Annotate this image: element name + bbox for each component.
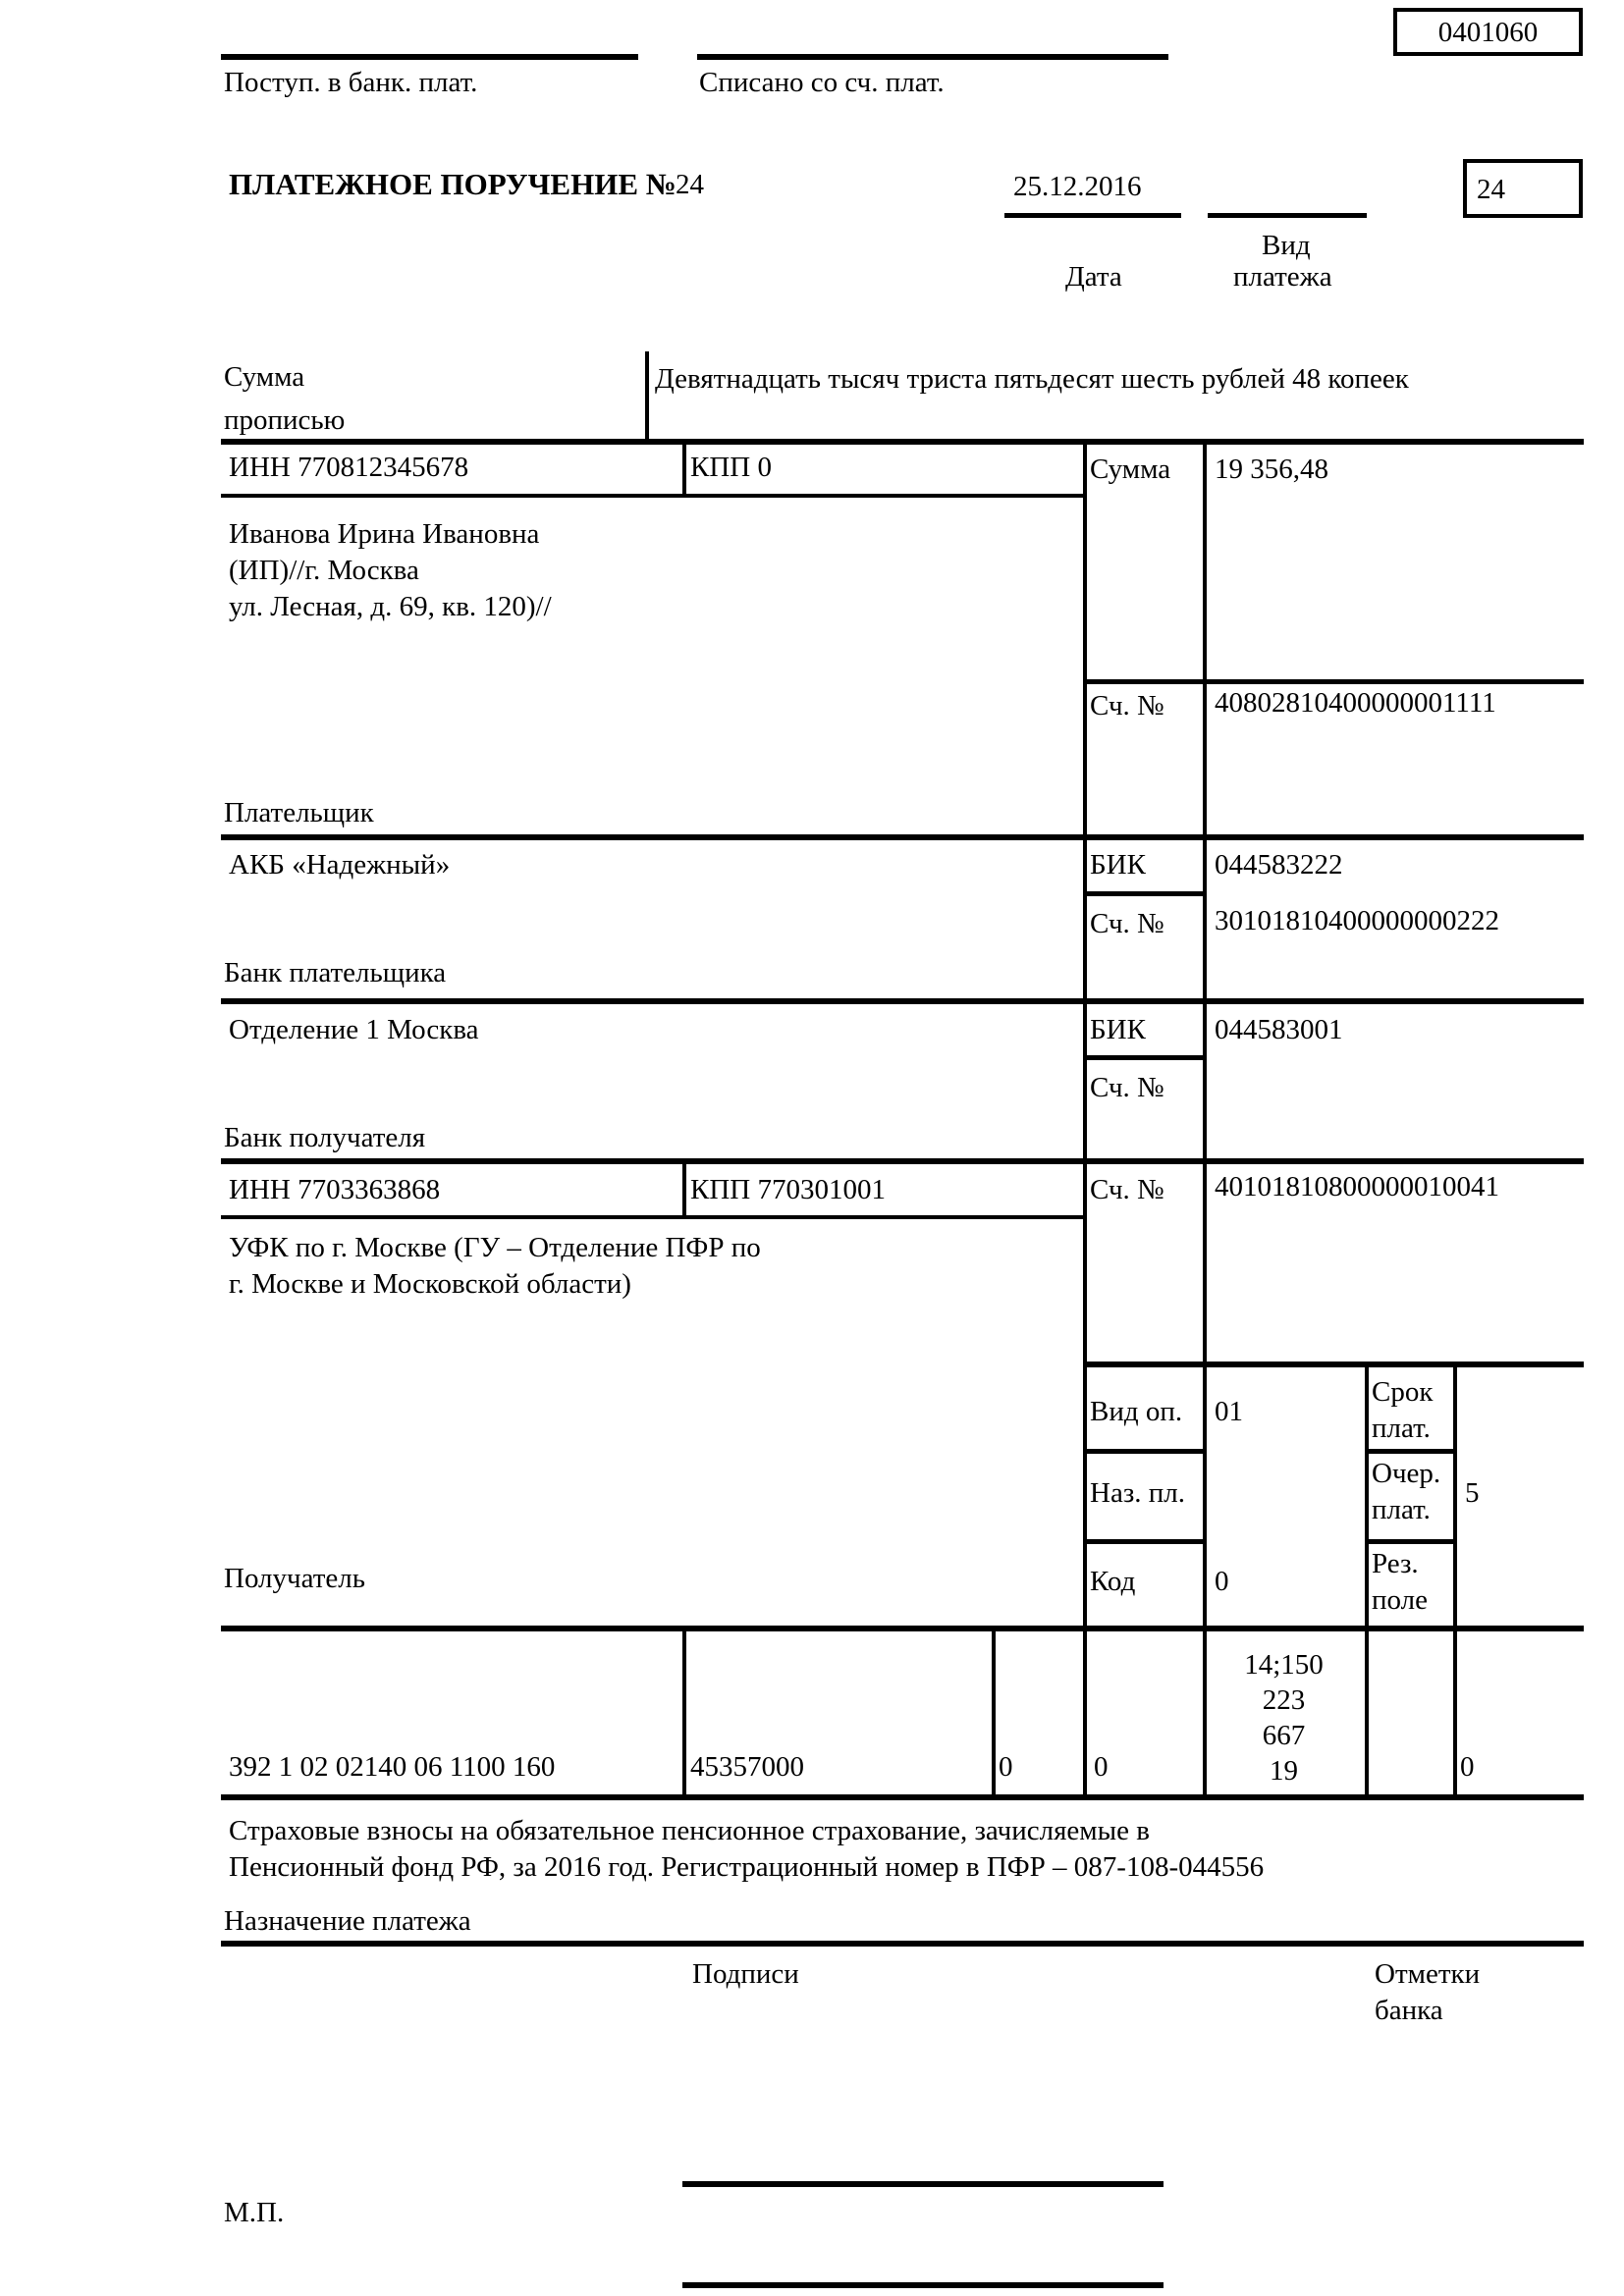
status-box-value: 24	[1477, 174, 1505, 205]
payee-account-label: Сч. №	[1090, 1174, 1164, 1205]
payee-name-line1: УФК по г. Москве (ГУ – Отделение ПФР по	[229, 1232, 761, 1263]
tax-period-value: 0	[1094, 1751, 1109, 1783]
bank-marks-label-line2: банка	[1375, 1995, 1443, 2026]
tax-row-divider-1	[682, 1631, 686, 1794]
received-in-bank-line	[221, 54, 638, 60]
payer-account-label: Сч. №	[1090, 690, 1164, 721]
operation-block-top-line	[1083, 1362, 1584, 1367]
op-type-value: 01	[1215, 1396, 1243, 1427]
bank-marks-label-line1: Отметки	[1375, 1958, 1481, 1990]
payer-account: 40802810400000001111	[1215, 687, 1496, 719]
payer-name-line2: (ИП)//г. Москва	[229, 555, 419, 586]
payer-name-line1: Иванова Ирина Ивановна	[229, 518, 540, 550]
payee-bank-section-label: Банк получателя	[224, 1122, 426, 1153]
reserve-label-line2: поле	[1372, 1584, 1428, 1616]
debited-from-account-line	[697, 54, 1168, 60]
payer-bank-bik-underline	[1083, 891, 1203, 896]
payee-kpp: КПП 770301001	[690, 1174, 886, 1205]
tax-doc-number-line3: 667	[1262, 1720, 1306, 1751]
main-column-divider	[1083, 445, 1087, 1794]
purpose-section-line	[221, 1941, 1584, 1947]
payer-inn-underline	[221, 494, 1083, 498]
payee-section-label: Получатель	[224, 1563, 365, 1594]
amount-in-words-label-line1: Сумма	[224, 361, 305, 393]
document-number: 24	[676, 169, 704, 200]
pay-term-label-line2: плат.	[1372, 1413, 1431, 1444]
payee-account: 40101810800000010041	[1215, 1171, 1499, 1202]
payee-bank-account-label: Сч. №	[1090, 1072, 1164, 1103]
payee-bank-section-line	[221, 1158, 1584, 1164]
stamp-label: М.П.	[224, 2197, 285, 2228]
tax-doc-number-line2: 223	[1262, 1684, 1306, 1716]
label-column-divider	[1203, 445, 1207, 1794]
signatures-label: Подписи	[692, 1958, 799, 1990]
tax-row-divider-2	[992, 1631, 996, 1794]
received-in-bank-label: Поступ. в банк. плат.	[224, 67, 478, 98]
purpose-code-underline	[1083, 1539, 1203, 1544]
form-code-box	[1393, 8, 1583, 56]
term-column-left-divider	[1365, 1367, 1369, 1629]
pay-term-label-line1: Срок	[1372, 1376, 1434, 1408]
tax-doc-number-line4: 19	[1270, 1755, 1298, 1787]
pay-purpose-code-label: Наз. пл.	[1090, 1477, 1186, 1509]
date-underline	[1004, 213, 1181, 218]
payee-section-line	[221, 1626, 1584, 1631]
signature-line-2	[682, 2282, 1164, 2288]
amount-words-divider	[645, 351, 649, 442]
payer-bank-section-label: Банк плательщика	[224, 957, 447, 988]
signature-line-1	[682, 2181, 1164, 2187]
payer-section-line	[221, 834, 1584, 840]
purpose-section-label: Назначение платежа	[224, 1905, 471, 1937]
payment-kind-label-line1: Вид	[1262, 230, 1311, 261]
payee-inn-kpp-divider	[682, 1164, 686, 1215]
op-type-label: Вид оп.	[1090, 1396, 1183, 1427]
tax-doc-date-value: 0	[1460, 1751, 1475, 1783]
priority-label-line2: плат.	[1372, 1494, 1431, 1525]
document-title: ПЛАТЕЖНОЕ ПОРУЧЕНИЕ №	[229, 167, 677, 201]
payment-kind-label-line2: платежа	[1233, 261, 1332, 293]
payee-inn-underline	[221, 1215, 1083, 1219]
priority-underline	[1365, 1539, 1453, 1544]
payee-name-line2: г. Москве и Московской области)	[229, 1268, 631, 1300]
priority-value: 5	[1465, 1477, 1480, 1509]
reserve-label-line1: Рез.	[1372, 1548, 1419, 1579]
form-code: 0401060	[1437, 17, 1539, 48]
payer-bank-account: 30101810400000000222	[1215, 905, 1499, 936]
table-top-line	[221, 439, 1584, 445]
status-box	[1463, 159, 1583, 218]
purpose-text-line1: Страховые взносы на обязательное пенсионное страхование, зачисляемые в	[229, 1815, 1150, 1846]
tax-row-divider-3	[1365, 1631, 1369, 1794]
term-column-right-divider	[1453, 1367, 1457, 1629]
debited-from-account-label: Списано со сч. плат.	[699, 67, 945, 98]
amount-in-words-label-line2: прописью	[224, 404, 346, 436]
payer-section-label: Плательщик	[224, 797, 374, 828]
tax-doc-number-line1: 14;150	[1244, 1649, 1324, 1681]
payer-bank-name: АКБ «Надежный»	[229, 849, 451, 881]
sum-label: Сумма	[1090, 454, 1171, 485]
oktmo-value: 45357000	[690, 1751, 804, 1783]
sum-account-divider	[1083, 679, 1584, 684]
payer-bank-section-line	[221, 998, 1584, 1004]
pay-term-underline	[1365, 1449, 1453, 1454]
op-type-underline	[1083, 1449, 1203, 1454]
payee-inn: ИНН 7703363868	[229, 1174, 441, 1205]
payer-inn-kpp-divider	[682, 445, 686, 496]
tax-row-bottom-line	[221, 1794, 1584, 1800]
payer-bank-bik: 044583222	[1215, 849, 1343, 881]
document-date: 25.12.2016	[1013, 171, 1142, 202]
code-value: 0	[1215, 1566, 1229, 1597]
payer-kpp: КПП 0	[690, 452, 772, 483]
payer-bank-account-label: Сч. №	[1090, 908, 1164, 939]
purpose-text-line2: Пенсионный фонд РФ, за 2016 год. Регистрационный номер в ПФР – 087-108-044556	[229, 1851, 1265, 1883]
payee-bank-bik-underline	[1083, 1055, 1203, 1060]
priority-label-line1: Очер.	[1372, 1458, 1441, 1489]
payee-bank-bik-label: БИК	[1090, 1014, 1146, 1045]
payer-inn: ИНН 770812345678	[229, 452, 469, 483]
payer-bank-bik-label: БИК	[1090, 849, 1146, 881]
payment-basis-value: 0	[999, 1751, 1013, 1783]
date-label: Дата	[1065, 261, 1122, 293]
kbk-value: 392 1 02 02140 06 1100 160	[229, 1751, 556, 1783]
amount-in-words-value: Девятнадцать тысяч триста пятьдесят шесть рублей 48 копеек	[655, 363, 1409, 395]
payer-name-line3: ул. Лесная, д. 69, кв. 120)//	[229, 591, 552, 622]
code-label: Код	[1090, 1566, 1136, 1597]
sum-value: 19 356,48	[1215, 454, 1328, 485]
payee-bank-bik: 044583001	[1215, 1014, 1343, 1045]
tax-row-divider-4	[1453, 1631, 1457, 1794]
payment-kind-underline	[1208, 213, 1367, 218]
payee-bank-name: Отделение 1 Москва	[229, 1014, 479, 1045]
